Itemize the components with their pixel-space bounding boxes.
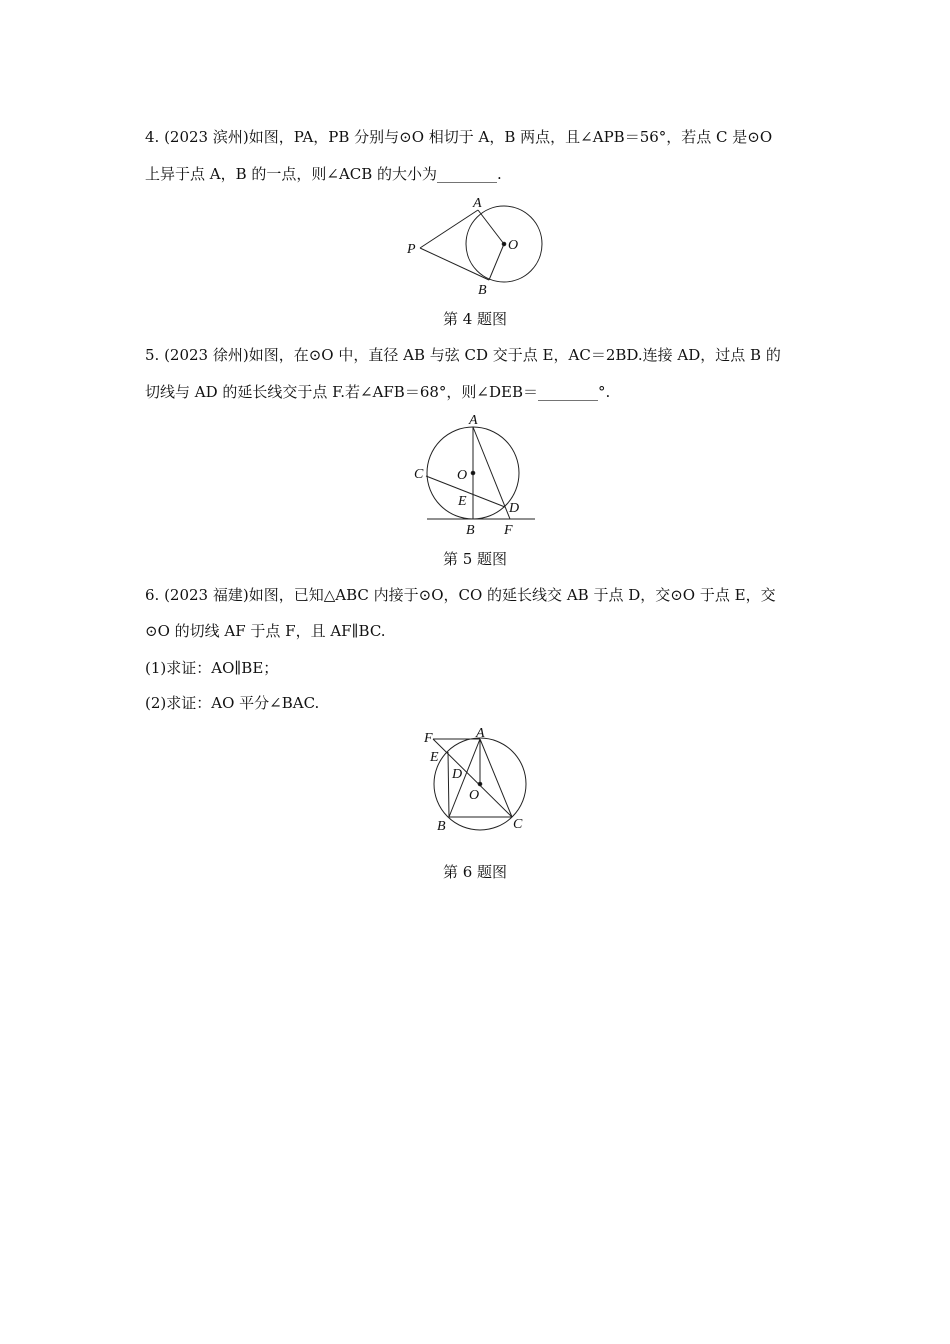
label-a: A	[473, 196, 482, 211]
q6-line-2: ⊙O 的切线 AF 于点 F，且 AF∥BC.	[145, 622, 386, 640]
label-a: A	[476, 726, 485, 741]
figure-q6	[423, 726, 526, 834]
label-c: C	[414, 467, 424, 482]
q4-line-1: 4. (2023 滨州)如图，PA，PB 分别与⊙O 相切于 A，B 两点，且∠APB＝56°，若点 C 是⊙O	[145, 128, 773, 146]
q6-part-1: (1)求证：AO∥BE；	[145, 659, 279, 677]
figure-q4	[406, 196, 542, 298]
label-o: O	[457, 468, 468, 483]
label-f: F	[504, 523, 513, 538]
q5-line-1: 5. (2023 徐州)如图，在⊙O 中，直径 AB 与弦 CD 交于点 E，AC＝2BD.连接 AD，过点 B 的	[145, 346, 781, 364]
radius-ob	[489, 244, 504, 280]
label-d: D	[509, 501, 520, 516]
q5-caption: 第 5 题图	[442, 550, 508, 568]
label-o: O	[469, 788, 480, 803]
q6-part-2: (2)求证：AO 平分∠BAC.	[145, 694, 320, 712]
center-dot	[471, 471, 475, 475]
label-e: E	[430, 750, 439, 765]
label-b: B	[478, 283, 487, 298]
center-dot	[502, 242, 506, 246]
figure-q5	[414, 413, 535, 538]
label-b: B	[466, 523, 475, 538]
label-f: F	[424, 731, 433, 746]
label-d: D	[452, 767, 463, 782]
line-be	[448, 752, 449, 817]
q4-line-2: 上异于点 A，B 的一点，则∠ACB 的大小为________.	[145, 165, 502, 183]
line-fc	[433, 739, 512, 817]
side-ac	[480, 739, 512, 817]
tangent-pb	[420, 248, 489, 280]
label-b: B	[437, 819, 446, 834]
label-e: E	[458, 494, 467, 509]
q6-caption: 第 6 题图	[442, 863, 508, 881]
q5-line-2: 切线与 AD 的延长线交于点 F.若∠AFB＝68°，则∠DEB＝________°.	[145, 383, 611, 401]
label-p: P	[407, 242, 416, 257]
label-o: O	[508, 238, 519, 253]
q6-line-1: 6. (2023 福建)如图，已知△ABC 内接于⊙O，CO 的延长线交 AB 于点 D，交⊙O 于点 E，交	[145, 586, 776, 604]
label-a: A	[469, 413, 478, 428]
label-c: C	[513, 817, 523, 832]
line-af	[473, 427, 510, 519]
q4-caption: 第 4 题图	[442, 310, 508, 328]
radius-oa	[478, 210, 504, 244]
center-dot	[478, 782, 482, 786]
